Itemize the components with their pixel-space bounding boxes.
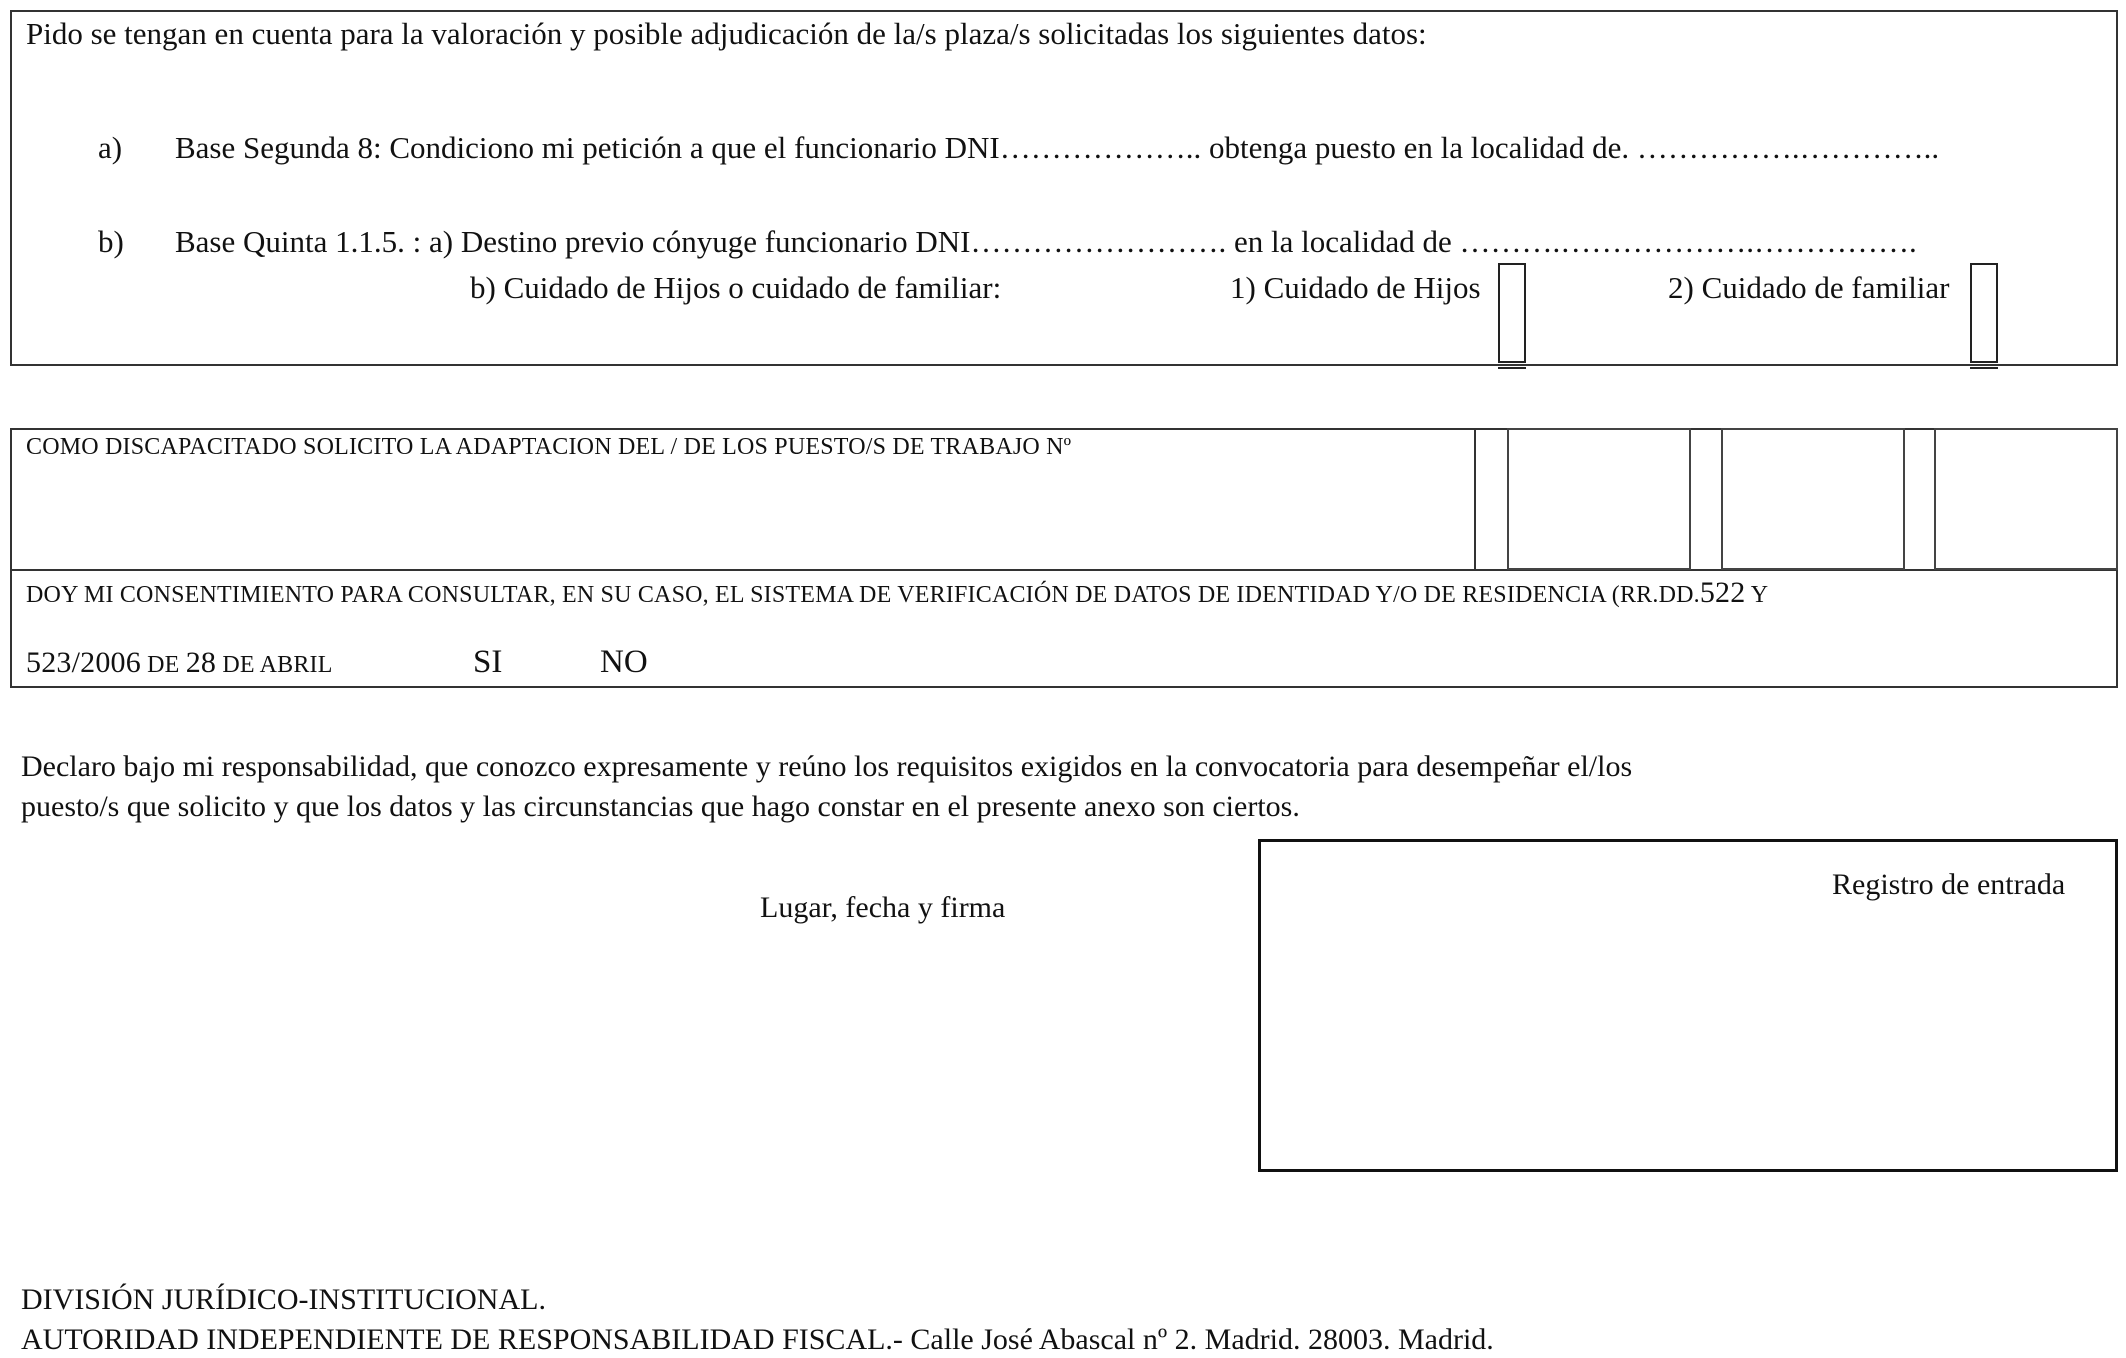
consent-month: DE ABRIL bbox=[216, 652, 333, 678]
consent-day: 28 bbox=[185, 646, 217, 679]
consent-no-option[interactable]: NO bbox=[600, 644, 648, 680]
job-number-field-1[interactable] bbox=[1507, 428, 1691, 570]
disability-cell-divider bbox=[1474, 428, 1476, 570]
item-b-marker: b) bbox=[98, 224, 124, 259]
item-a-text: Base Segunda 8: Condiciono mi petición a que el funcionario DNI……………….. obtenga puesto en la localidad de. …………….………….. bbox=[175, 130, 1940, 165]
footer-address: AUTORIDAD INDEPENDIENTE DE RESPONSABILIDAD FISCAL.- Calle José Abascal nº 2. Madrid. 28003. Madrid. bbox=[21, 1323, 1494, 1356]
declaration-line1: Declaro bajo mi responsabilidad, que conozco expresamente y reúno los requisitos exigidos en la convocatoria para desempeñar el/los bbox=[21, 750, 1633, 783]
job-number-field-3[interactable] bbox=[1934, 428, 2118, 570]
consent-decree-year: 523/2006 bbox=[26, 646, 141, 679]
item-a-marker: a) bbox=[98, 130, 123, 165]
consent-text-end: Y bbox=[1745, 582, 1769, 608]
consent-yes-option[interactable]: SI bbox=[473, 644, 503, 680]
footer-division: DIVISIÓN JURÍDICO-INSTITUCIONAL. bbox=[21, 1283, 546, 1316]
care-label: b) Cuidado de Hijos o cuidado de familiar: bbox=[470, 270, 1002, 305]
item-b-text: Base Quinta 1.1.5. : a) Destino previo cónyuge funcionario DNI……………………. en la localidad de ……….……………….……………. bbox=[175, 224, 1917, 259]
preferences-box bbox=[10, 10, 2118, 366]
consent-de-1: DE bbox=[140, 652, 186, 678]
job-number-field-2[interactable] bbox=[1721, 428, 1905, 570]
registry-label: Registro de entrada bbox=[1832, 868, 2066, 901]
intro-text: Pido se tengan en cuenta para la valoración y posible adjudicación de la/s plaza/s solicitadas los siguientes datos: bbox=[26, 16, 1427, 51]
child-care-checkbox[interactable] bbox=[1498, 263, 1526, 363]
family-care-checkbox[interactable] bbox=[1970, 263, 1998, 363]
consent-text-line1 bbox=[26, 578, 1768, 610]
consent-decree-number: 522 bbox=[1699, 576, 1746, 609]
consent-text-line2 bbox=[26, 648, 333, 680]
signature-label: Lugar, fecha y firma bbox=[760, 891, 1006, 924]
consent-text-main: DOY MI CONSENTIMIENTO PARA CONSULTAR, EN SU CASO, EL SISTEMA DE VERIFICACIÓN DE DATOS DE IDENTIDAD Y/O DE RESIDENCIA (RR.DD. bbox=[26, 582, 1700, 608]
option-family-care-label: 2) Cuidado de familiar bbox=[1668, 270, 1950, 305]
option-child-care-label: 1) Cuidado de Hijos bbox=[1230, 270, 1481, 305]
disability-text: COMO DISCAPACITADO SOLICITO LA ADAPTACION DEL / DE LOS PUESTO/S DE TRABAJO Nº bbox=[26, 434, 1072, 460]
declaration-line2: puesto/s que solicito y que los datos y las circunstancias que hago constar en el presente anexo son ciertos. bbox=[21, 790, 1300, 823]
